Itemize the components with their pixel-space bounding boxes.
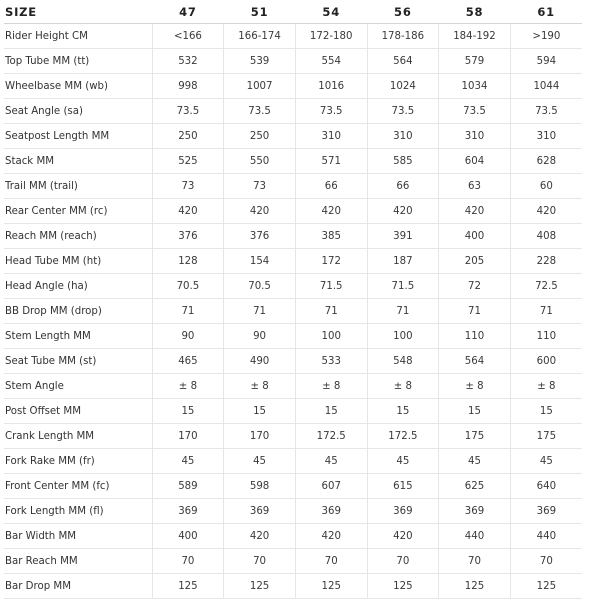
size-header-54: 54: [295, 0, 367, 24]
row-label: BB Drop MM (drop): [4, 299, 152, 324]
table-cell: 71.5: [295, 274, 367, 299]
table-cell: 585: [367, 149, 439, 174]
size-header-58: 58: [439, 0, 511, 24]
row-label: Stack MM: [4, 149, 152, 174]
table-cell: ± 8: [367, 374, 439, 399]
size-header-56: 56: [367, 0, 439, 24]
table-cell: 1007: [224, 74, 296, 99]
table-cell: 71: [510, 299, 582, 324]
table-cell: 205: [439, 249, 511, 274]
table-cell: 15: [439, 399, 511, 424]
row-label: Fork Rake MM (fr): [4, 449, 152, 474]
table-row: [4, 449, 582, 474]
table-cell: 172.5: [295, 424, 367, 449]
row-label: Bar Width MM: [4, 524, 152, 549]
table-row: [4, 424, 582, 449]
table-cell: 125: [439, 574, 511, 599]
table-cell: 71.5: [367, 274, 439, 299]
row-label: Post Offset MM: [4, 399, 152, 424]
size-header-61: 61: [510, 0, 582, 24]
table-cell: 490: [224, 349, 296, 374]
table-cell: 598: [224, 474, 296, 499]
table-row: [4, 124, 582, 149]
table-cell: 607: [295, 474, 367, 499]
table-cell: 400: [439, 224, 511, 249]
table-cell: 589: [152, 474, 224, 499]
table-cell: 172-180: [295, 24, 367, 49]
table-cell: 73: [152, 174, 224, 199]
table-cell: 625: [439, 474, 511, 499]
table-cell: 71: [224, 299, 296, 324]
table-row: [4, 99, 582, 124]
table-cell: 420: [224, 199, 296, 224]
table-cell: 310: [295, 124, 367, 149]
table-cell: 66: [295, 174, 367, 199]
table-cell: 310: [439, 124, 511, 149]
row-label: Wheelbase MM (wb): [4, 74, 152, 99]
table-cell: 172: [295, 249, 367, 274]
table-cell: 420: [367, 524, 439, 549]
row-label: Bar Reach MM: [4, 549, 152, 574]
table-cell: 60: [510, 174, 582, 199]
row-label: Top Tube MM (tt): [4, 49, 152, 74]
table-header: [4, 0, 582, 24]
table-cell: 604: [439, 149, 511, 174]
table-cell: 63: [439, 174, 511, 199]
table-cell: 420: [439, 199, 511, 224]
table-row: [4, 324, 582, 349]
table-cell: 175: [510, 424, 582, 449]
table-cell: 100: [295, 324, 367, 349]
table-row: [4, 224, 582, 249]
table-cell: 90: [152, 324, 224, 349]
row-label: Trail MM (trail): [4, 174, 152, 199]
row-label: Front Center MM (fc): [4, 474, 152, 499]
table-cell: 70: [152, 549, 224, 574]
table-cell: 15: [295, 399, 367, 424]
table-cell: 45: [152, 449, 224, 474]
table-cell: 110: [510, 324, 582, 349]
table-cell: 408: [510, 224, 582, 249]
table-cell: 310: [367, 124, 439, 149]
row-label: Seatpost Length MM: [4, 124, 152, 149]
geometry-table: [4, 0, 582, 599]
table-cell: 154: [224, 249, 296, 274]
table-cell: 170: [224, 424, 296, 449]
table-cell: 420: [367, 199, 439, 224]
table-row: [4, 249, 582, 274]
table-cell: 369: [367, 499, 439, 524]
table-cell: 369: [295, 499, 367, 524]
row-label: Seat Tube MM (st): [4, 349, 152, 374]
table-cell: <166: [152, 24, 224, 49]
table-cell: 1016: [295, 74, 367, 99]
table-cell: 172.5: [367, 424, 439, 449]
table-row: [4, 274, 582, 299]
table-row: [4, 399, 582, 424]
table-cell: 420: [224, 524, 296, 549]
table-cell: 640: [510, 474, 582, 499]
row-label: Rider Height CM: [4, 24, 152, 49]
table-cell: 420: [510, 199, 582, 224]
table-cell: 564: [439, 349, 511, 374]
table-cell: 525: [152, 149, 224, 174]
table-cell: 45: [510, 449, 582, 474]
table-cell: 73.5: [510, 99, 582, 124]
row-label: Stem Length MM: [4, 324, 152, 349]
table-cell: 228: [510, 249, 582, 274]
table-cell: 554: [295, 49, 367, 74]
table-cell: 73.5: [224, 99, 296, 124]
table-cell: 45: [224, 449, 296, 474]
table-cell: ± 8: [224, 374, 296, 399]
table-cell: 72: [439, 274, 511, 299]
table-cell: 45: [439, 449, 511, 474]
table-row: [4, 474, 582, 499]
table-cell: 369: [152, 499, 224, 524]
header-row: [4, 0, 582, 24]
size-header-label: SIZE: [4, 0, 152, 24]
table-cell: 310: [510, 124, 582, 149]
table-cell: 70.5: [224, 274, 296, 299]
table-cell: 73.5: [152, 99, 224, 124]
table-cell: 15: [224, 399, 296, 424]
table-cell: 1024: [367, 74, 439, 99]
table-row: [4, 149, 582, 174]
table-row: [4, 374, 582, 399]
table-cell: 420: [152, 199, 224, 224]
row-label: Head Angle (ha): [4, 274, 152, 299]
row-label: Bar Drop MM: [4, 574, 152, 599]
table-cell: 70.5: [152, 274, 224, 299]
table-cell: 369: [439, 499, 511, 524]
table-cell: 376: [224, 224, 296, 249]
table-cell: 579: [439, 49, 511, 74]
table-cell: 628: [510, 149, 582, 174]
table-cell: 170: [152, 424, 224, 449]
table-cell: 420: [295, 199, 367, 224]
table-cell: 72.5: [510, 274, 582, 299]
size-header-47: 47: [152, 0, 224, 24]
table-cell: 125: [367, 574, 439, 599]
table-row: [4, 574, 582, 599]
row-label: Seat Angle (sa): [4, 99, 152, 124]
table-cell: 175: [439, 424, 511, 449]
table-row: [4, 24, 582, 49]
table-cell: 594: [510, 49, 582, 74]
size-header-51: 51: [224, 0, 296, 24]
table-cell: 70: [367, 549, 439, 574]
table-cell: 73: [224, 174, 296, 199]
table-row: [4, 174, 582, 199]
table-cell: 70: [224, 549, 296, 574]
table-cell: 73.5: [439, 99, 511, 124]
table-cell: 71: [439, 299, 511, 324]
table-cell: 1044: [510, 74, 582, 99]
table-cell: 369: [510, 499, 582, 524]
table-row: [4, 349, 582, 374]
table-cell: 998: [152, 74, 224, 99]
table-cell: 400: [152, 524, 224, 549]
table-cell: 66: [367, 174, 439, 199]
table-cell: 369: [224, 499, 296, 524]
table-row: [4, 199, 582, 224]
table-cell: 420: [295, 524, 367, 549]
table-cell: 71: [295, 299, 367, 324]
table-cell: 533: [295, 349, 367, 374]
table-cell: 166-174: [224, 24, 296, 49]
table-cell: 391: [367, 224, 439, 249]
table-cell: 15: [152, 399, 224, 424]
table-cell: 440: [510, 524, 582, 549]
table-cell: 548: [367, 349, 439, 374]
table-cell: 250: [224, 124, 296, 149]
row-label: Fork Length MM (fl): [4, 499, 152, 524]
row-label: Reach MM (reach): [4, 224, 152, 249]
table-cell: 71: [367, 299, 439, 324]
table-cell: 184-192: [439, 24, 511, 49]
table-cell: 532: [152, 49, 224, 74]
table-row: [4, 549, 582, 574]
table-cell: 125: [224, 574, 296, 599]
table-cell: 187: [367, 249, 439, 274]
table-cell: 250: [152, 124, 224, 149]
table-body: [4, 24, 582, 599]
table-row: [4, 524, 582, 549]
table-cell: 70: [439, 549, 511, 574]
table-cell: 90: [224, 324, 296, 349]
row-label: Stem Angle: [4, 374, 152, 399]
table-cell: 539: [224, 49, 296, 74]
table-row: [4, 74, 582, 99]
table-cell: 110: [439, 324, 511, 349]
table-cell: 1034: [439, 74, 511, 99]
table-cell: 71: [152, 299, 224, 324]
table-cell: 465: [152, 349, 224, 374]
row-label: Head Tube MM (ht): [4, 249, 152, 274]
table-cell: 128: [152, 249, 224, 274]
table-cell: 385: [295, 224, 367, 249]
table-cell: ± 8: [295, 374, 367, 399]
table-cell: 125: [510, 574, 582, 599]
table-cell: 73.5: [367, 99, 439, 124]
row-label: Crank Length MM: [4, 424, 152, 449]
table-cell: ± 8: [439, 374, 511, 399]
table-cell: ± 8: [152, 374, 224, 399]
table-row: [4, 49, 582, 74]
table-cell: 564: [367, 49, 439, 74]
table-cell: 15: [367, 399, 439, 424]
table-cell: 100: [367, 324, 439, 349]
table-cell: 550: [224, 149, 296, 174]
table-cell: 45: [295, 449, 367, 474]
table-cell: 125: [152, 574, 224, 599]
table-cell: 70: [510, 549, 582, 574]
row-label: Rear Center MM (rc): [4, 199, 152, 224]
table-row: [4, 499, 582, 524]
table-row: [4, 299, 582, 324]
table-cell: 45: [367, 449, 439, 474]
table-cell: 70: [295, 549, 367, 574]
table-cell: >190: [510, 24, 582, 49]
table-cell: 571: [295, 149, 367, 174]
table-cell: ± 8: [510, 374, 582, 399]
table-cell: 15: [510, 399, 582, 424]
table-cell: 440: [439, 524, 511, 549]
table-cell: 125: [295, 574, 367, 599]
table-cell: 178-186: [367, 24, 439, 49]
table-cell: 73.5: [295, 99, 367, 124]
table-cell: 600: [510, 349, 582, 374]
table-cell: 615: [367, 474, 439, 499]
table-cell: 376: [152, 224, 224, 249]
